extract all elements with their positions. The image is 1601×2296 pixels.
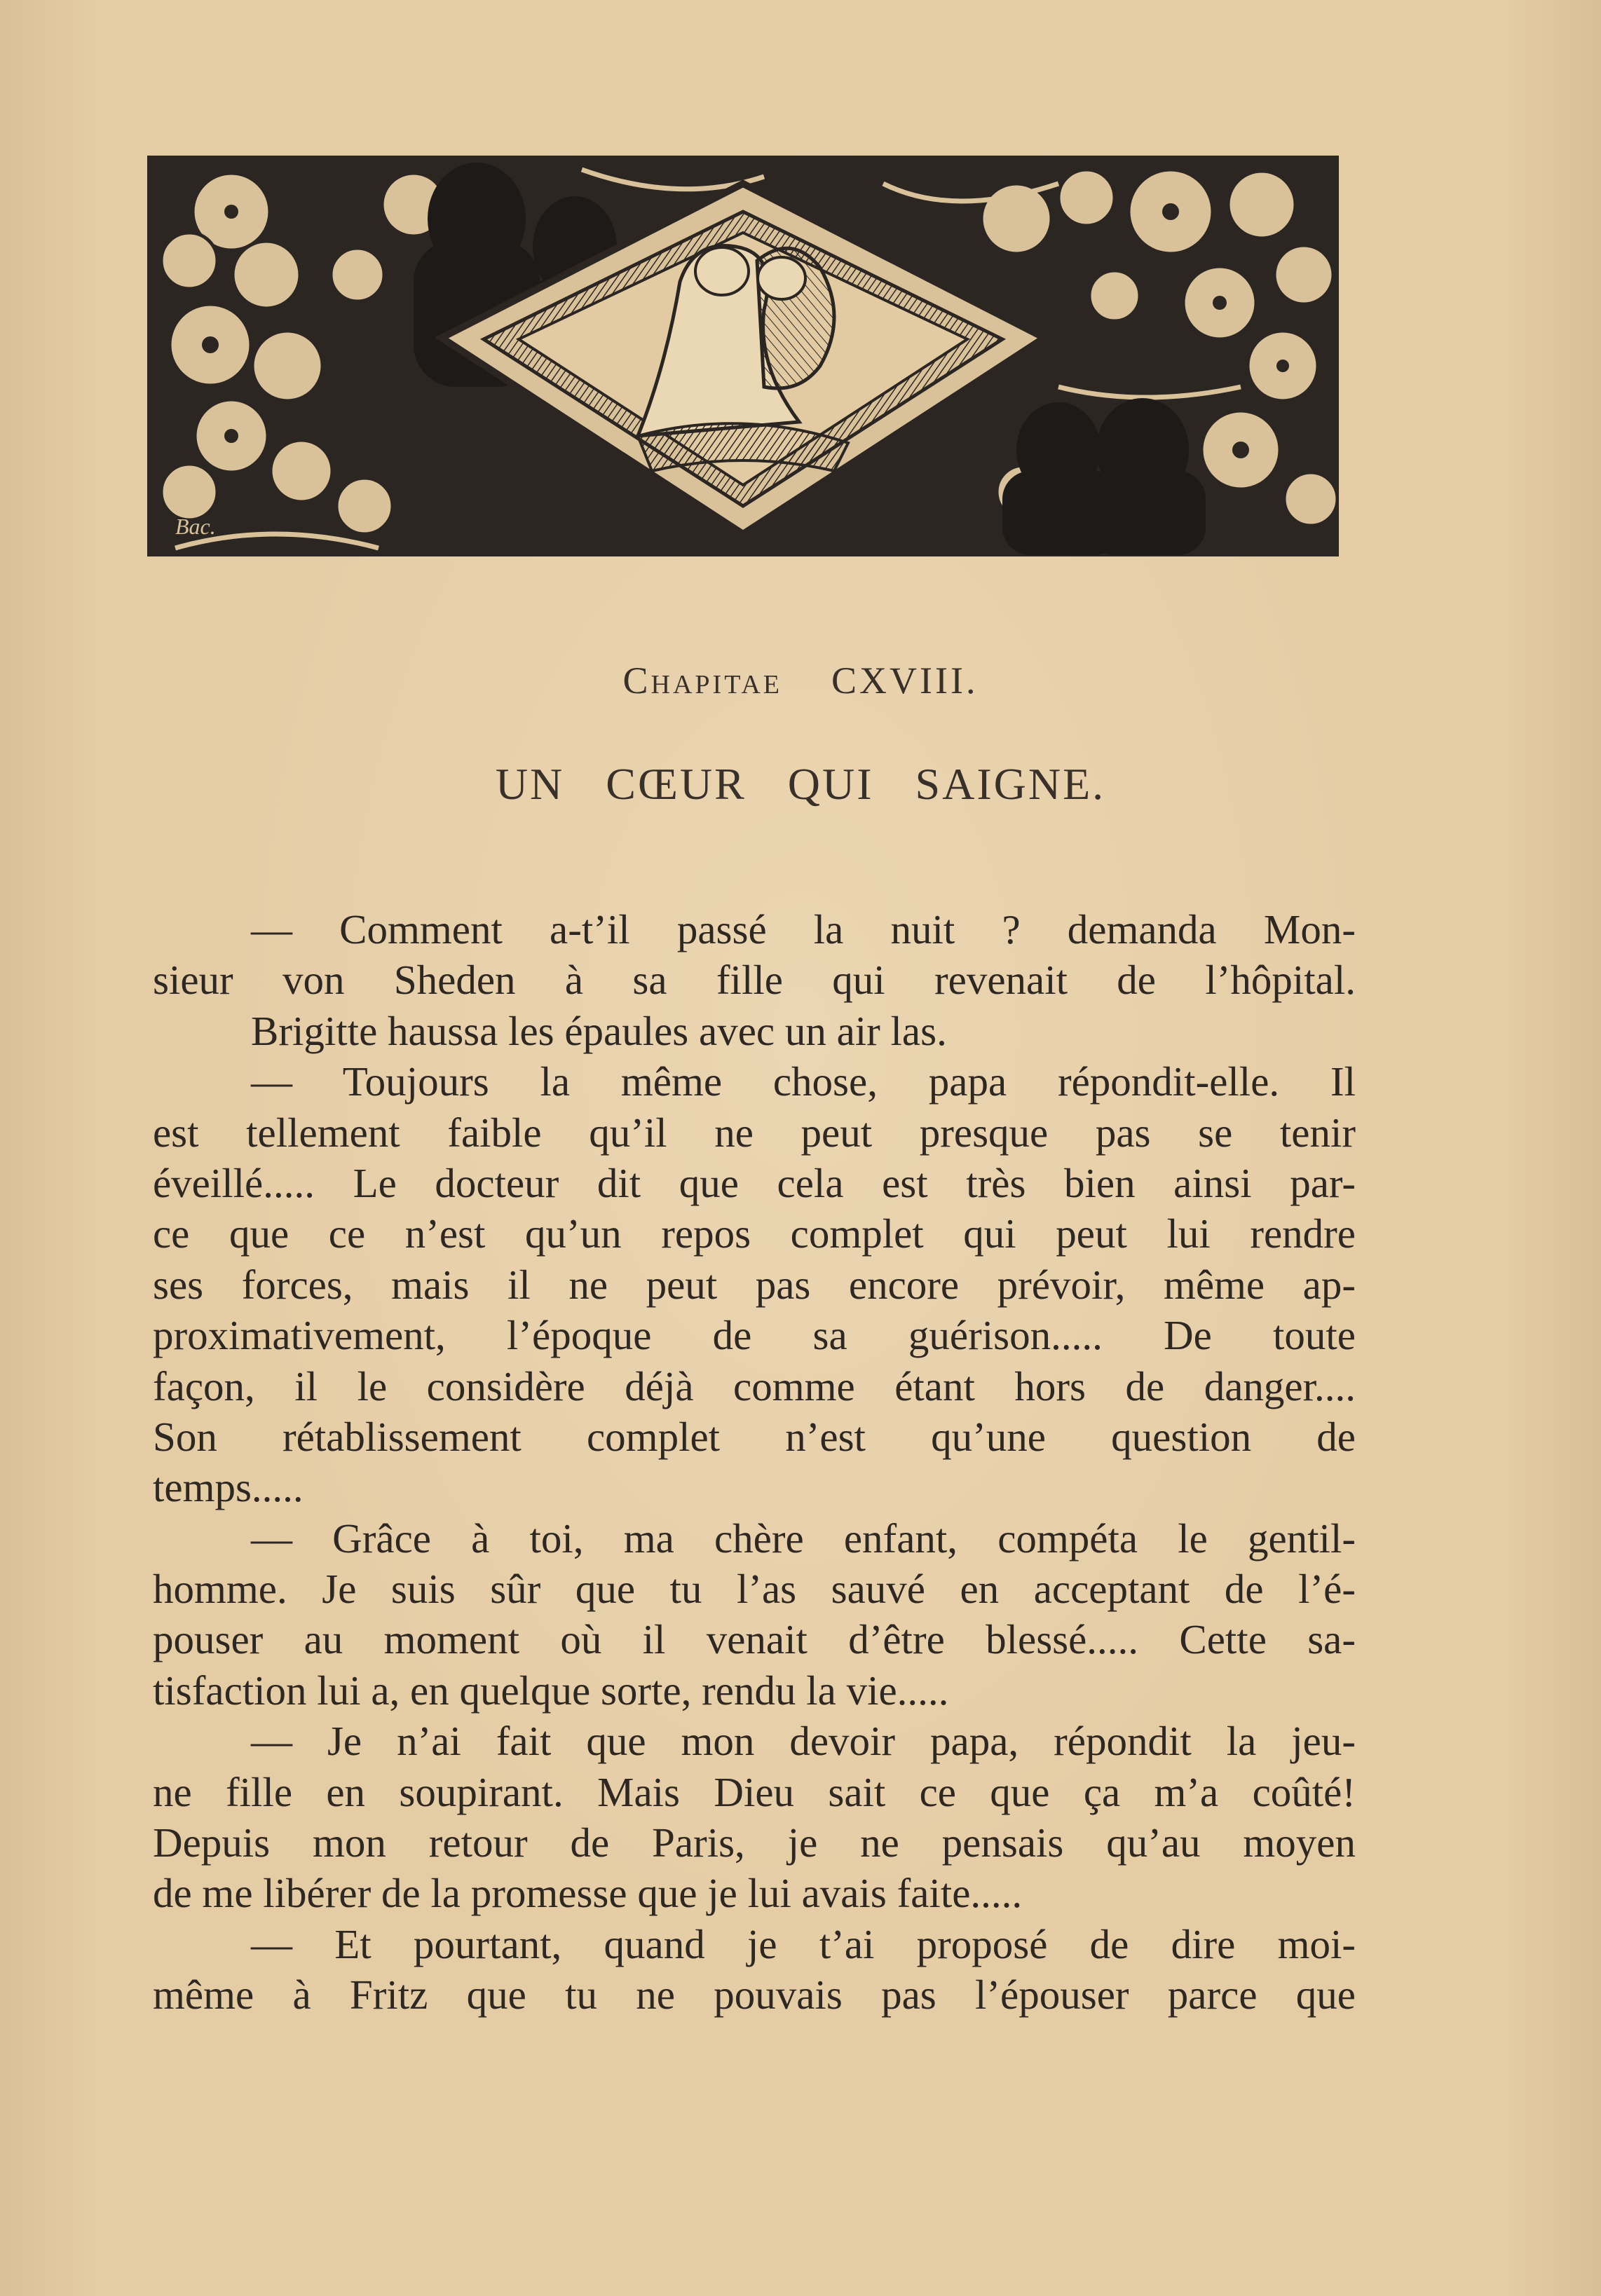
text-line: temps.....	[153, 1464, 304, 1511]
chapter-word: Chapitae	[622, 660, 783, 702]
text-line: tisfaction lui a, en quelque sorte, rendu la vie.....	[153, 1667, 949, 1714]
chapter-number: CXVIII.	[831, 660, 979, 702]
text-line: même à Fritz que tu ne pouvais pas l’épouser parce que	[153, 1972, 1356, 2018]
text-line: ce que ce n’est qu’un repos complet qui peut lui rendre	[153, 1210, 1356, 1257]
body-text	[153, 904, 1356, 2021]
text-line: façon, il le considère déjà comme étant hors de danger....	[153, 1362, 1356, 1409]
text-line: — Toujours la même chose, papa répondit-elle. Il	[251, 1058, 1356, 1105]
text-line: sieur von Sheden à sa fille qui revenait de l’hôpital.	[153, 957, 1356, 1004]
headpiece-illustration	[147, 156, 1339, 556]
text-line: ne fille en soupirant. Mais Dieu sait ce que ça m’a coûté!	[153, 1768, 1356, 1815]
text-line: — Grâce à toi, ma chère enfant, compéta le gentil-	[251, 1515, 1356, 1562]
text-line: — Je n’ai fait que mon devoir papa, répondit la jeu-	[251, 1718, 1356, 1765]
text-line: Son rétablissement complet n’est qu’une question de	[153, 1413, 1356, 1460]
text-line: ses forces, mais il ne peut pas encore prévoir, même ap-	[153, 1261, 1356, 1308]
artist-signature: Bac.	[175, 514, 216, 539]
text-line: homme. Je suis sûr que tu l’as sauvé en acceptant de l’é-	[153, 1566, 1356, 1613]
chapter-label	[0, 659, 1601, 702]
text-line: proximativement, l’époque de sa guérison..... De toute	[153, 1312, 1356, 1359]
text-line: Brigitte haussa les épaules avec un air las.	[251, 1007, 947, 1054]
text-line: pouser au moment où il venait d’être blessé..... Cette sa-	[153, 1616, 1356, 1663]
text-line: — Et pourtant, quand je t’ai proposé de dire moi-	[251, 1920, 1356, 1967]
text-line: est tellement faible qu’il ne peut presque pas se tenir	[153, 1109, 1356, 1156]
headpiece-engraving	[147, 156, 1339, 556]
text-line: éveillé..... Le docteur dit que cela est très bien ainsi par-	[153, 1159, 1356, 1206]
text-line: — Comment a-t’il passé la nuit ? demanda Mon-	[251, 906, 1356, 952]
text-line: de me libérer de la promesse que je lui avais faite.....	[153, 1870, 1023, 1917]
text-line: Depuis mon retour de Paris, je ne pensais qu’au moyen	[153, 1819, 1356, 1866]
chapter-title: UN CŒUR QUI SAIGNE.	[495, 759, 1106, 809]
